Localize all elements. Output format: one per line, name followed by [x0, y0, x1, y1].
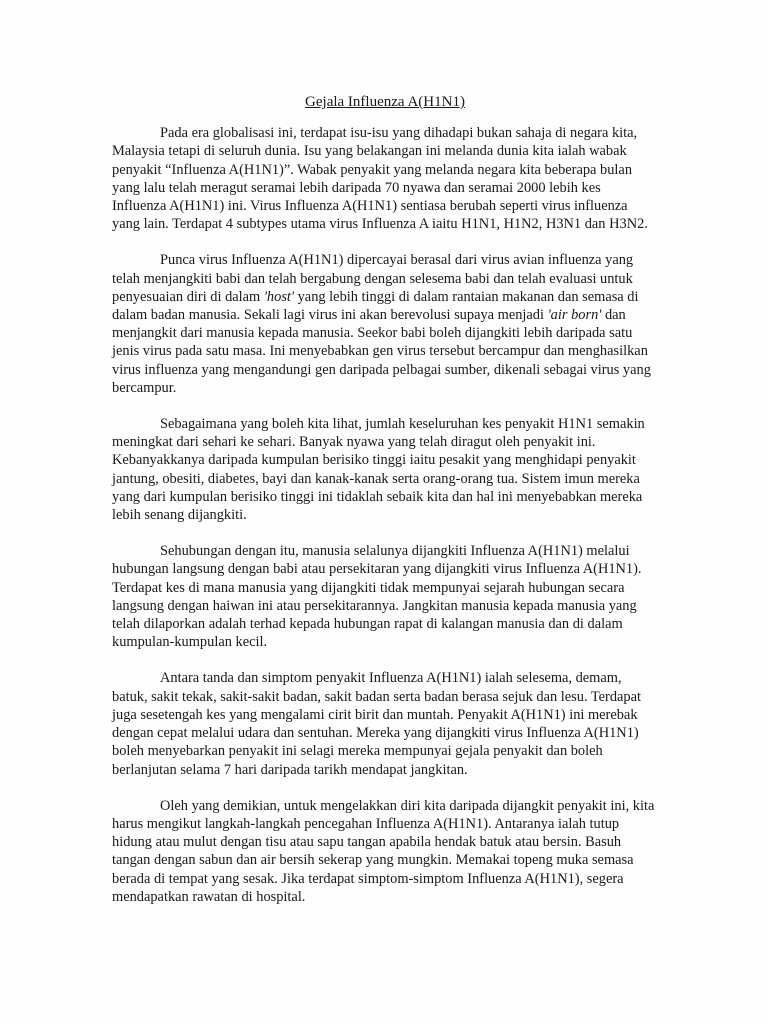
paragraph-text: Pada era globalisasi ini, terdapat isu-isu yang dihadapi bukan sahaja di negara kita, Malaysia tetapi di seluruh dunia. Isu yang belakangan ini melanda dunia kita ialah wabak penyakit “Influenza A(H1N1)”. Wabak penyakit yang melanda negara kita beberapa bulan yang lalu telah meragut seramai lebih daripada 70 nyawa dan seramai 2000 lebih kes Influenza A(H1N1) ini. Virus Influenza A(H1N1) sentiasa berubah seperti virus influenza yang lain. Terdapat 4 subtypes utama virus Influenza A iaitu H1N1, H1N2, H3N1 dan H3N2.: [112, 125, 648, 233]
paragraph-italic-term: 'air born': [547, 307, 602, 324]
paragraph-introduction: [112, 124, 656, 233]
paragraph-prevention: [112, 797, 656, 906]
paragraph-cases: [112, 415, 656, 524]
paragraph-italic-term: 'host': [263, 288, 295, 305]
paragraph-text: Antara tanda dan simptom penyakit Influenza A(H1N1) ialah selesema, demam, batuk, sakit tekak, sakit-sakit badan, sakit badan serta badan berasa sejuk dan lesu. Terdapat juga sesetengah kes yang mengalami cirit birit dan muntah. Penyakit A(H1N1) ini merebak dengan cepat melalui udara dan sentuhan. Mereka yang dijangkiti virus Influenza A(H1N1) boleh menyebarkan penyakit ini selagi mereka mempunyai gejala penyakit dan boleh berlanjutan selama 7 hari daripada tarikh mendapat jangkitan.: [112, 670, 642, 778]
document-title: Gejala Influenza A(H1N1): [305, 94, 465, 110]
paragraph-text: Sehubungan dengan itu, manusia selalunya dijangkiti Influenza A(H1N1) melalui hubungan langsung dengan babi atau persekitaran yang dijangkiti virus Influenza A(H1N1). Terdapat kes di mana manusia yang dijangkiti tidak mempunyai sejarah hubungan secara langsung dengan haiwan ini atau persekitarannya. Jangkitan manusia kepada manusia yang telah dilaporkan adalah terhad kepada hubungan rapat di kalangan manusia dan di dalam kumpulan-kumpulan kecil.: [112, 543, 642, 651]
paragraph-text: Oleh yang demikian, untuk mengelakkan diri kita daripada dijangkit penyakit ini, kita harus mengikut langkah-langkah pencegahan Influenza A(H1N1). Antaranya ialah tutup hidung atau mulut dengan tisu atau sapu tangan apabila hendak batuk atau bersin. Basuh tangan dengan sabun dan air bersih sekerap yang mungkin. Memakai topeng muka semasa berada di tempat yang sesak. Jika terdapat simptom-simptom Influenza A(H1N1), segera mendapatkan rawatan di hospital.: [112, 797, 655, 905]
paragraph-origin: [112, 251, 656, 397]
paragraph-symptoms: [112, 669, 656, 778]
paragraph-text: Sebagaimana yang boleh kita lihat, jumlah keseluruhan kes penyakit H1N1 semakin meningkat dari sehari ke sehari. Banyak nyawa yang telah diragut oleh penyakit ini. Kebanyakkanya daripada kumpulan berisiko tinggi iaitu pesakit yang menghidapi penyakit jantung, obesiti, diabetes, bayi dan kanak-kanak serta orang-orang tua. Sistem imun mereka yang dari kumpulan berisiko tinggi ini tidaklah sebaik kita dan hal ini menyebabkan mereka lebih senang dijangkiti.: [112, 416, 645, 524]
document-body: [112, 93, 656, 924]
paragraph-transmission: [112, 542, 656, 651]
paragraph-text: yang lebih tinggi di dalam rantaian makanan dan semasa di dalam badan manusia. Sekali lagi virus ini akan berevolusi supaya menjadi: [112, 288, 639, 324]
paragraph-text: Punca virus Influenza A(H1N1) dipercayai berasal dari virus avian influenza yang telah menjangkiti babi dan telah bergabung dengan selesema babi dan telah evaluasi untuk penyesuaian diri di dalam: [112, 252, 634, 305]
paragraph-text: dan menjangkit dari manusia kepada manusia. Seekor babi boleh dijangkiti lebih daripada satu jenis virus pada satu masa. Ini menyebabkan gen virus tersebut bercampur dan menghasilkan virus influenza yang mengandungi gen daripada pelbagai sumber, dikenali sebagai virus yang bercampur.: [112, 307, 651, 396]
